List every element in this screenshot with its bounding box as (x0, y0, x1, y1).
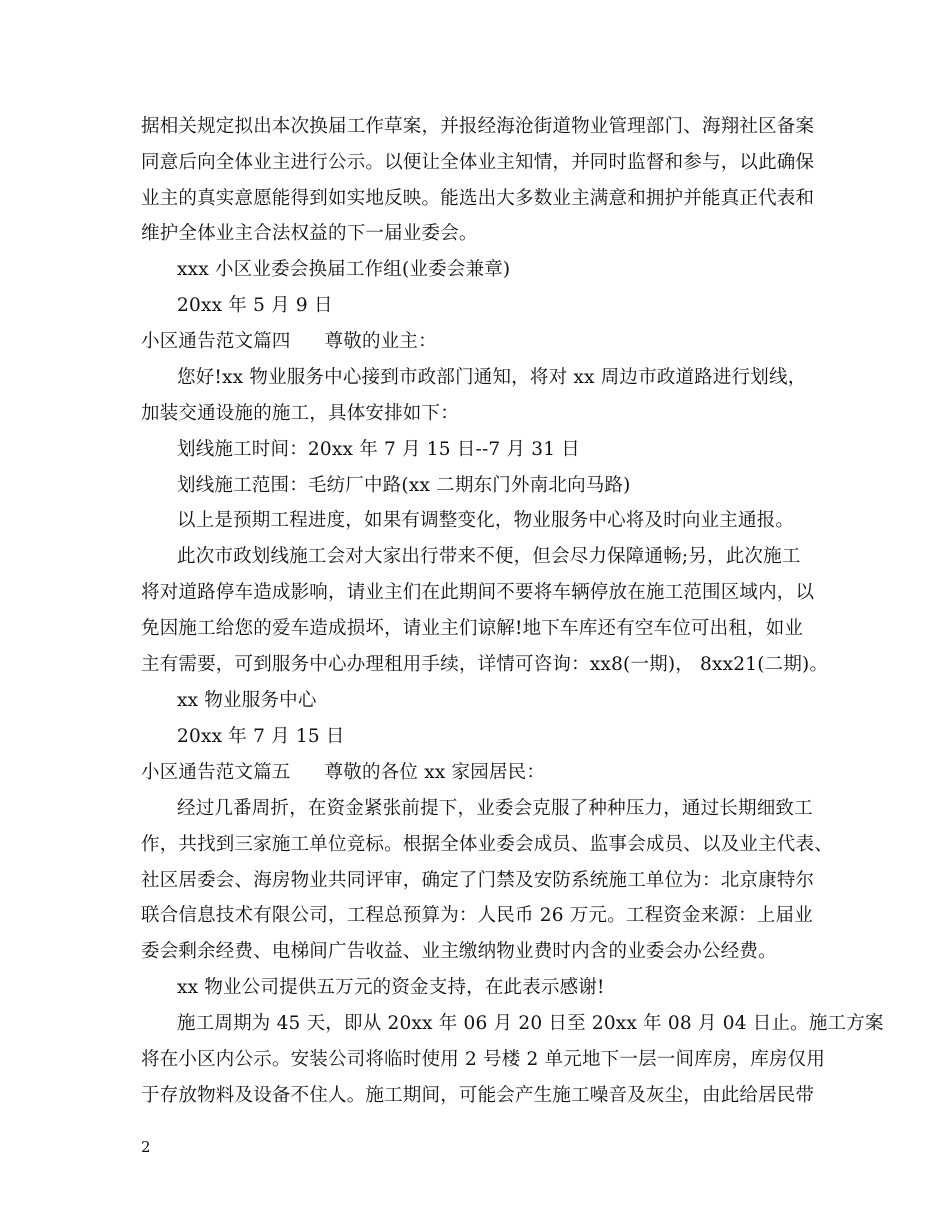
paragraph-line: 维护全体业主合法权益的下一届业委会。 (141, 223, 478, 244)
signature-date: 20xx 年 7 月 15 日 (177, 726, 345, 747)
paragraph-line: xx 物业公司提供五万元的资金支持，在此表示感谢! (177, 977, 605, 998)
paragraph-line: 同意后向全体业主进行公示。以便让全体业主知情，并同时监督和参与，以此确保 (141, 152, 815, 173)
paragraph-line: 将在小区内公示。安装公司将临时使用 2 号楼 2 单元地下一层一间库房，库房仅用 (141, 1049, 826, 1070)
paragraph-line: 业主的真实意愿能得到如实地反映。能选出大多数业主满意和拥护并能真正代表和 (141, 188, 815, 209)
section-heading-row (141, 330, 437, 354)
salutation: 尊敬的业主： (324, 331, 437, 352)
signature-organization: xx 物业服务中心 (177, 690, 317, 711)
paragraph-line: 据相关规定拟出本次换届工作草案，并报经海沧街道物业管理部门、海翔社区备案 (141, 116, 815, 137)
paragraph-line: 经过几番周折，在资金紧张前提下，业委会克服了种种压力，通过长期细致工 (177, 798, 813, 819)
section-heading-row (141, 761, 545, 785)
paragraph-line: 联合信息技术有限公司，工程总预算为：人民币 26 万元。工程资金来源：上届业 (141, 905, 813, 926)
paragraph-line: 社区居委会、海房物业共同评审，确定了门禁及安防系统施工单位为：北京康特尔 (141, 870, 815, 891)
paragraph-line: 加装交通设施的施工，具体安排如下： (141, 403, 459, 424)
paragraph-line: 您好!xx 物业服务中心接到市政部门通知，将对 xx 周边市政道路进行划线， (177, 367, 807, 388)
paragraph-line: 作，共找到三家施工单位竞标。根据全体业委会成员、监事会成员、以及业主代表、 (141, 834, 833, 855)
page-number: 2 (141, 1138, 151, 1156)
schedule-time: 划线施工时间：20xx 年 7 月 15 日--7 月 31 日 (177, 439, 580, 460)
paragraph-line: 施工周期为 45 天，即从 20xx 年 06 月 20 日至 20xx 年 08 月 04 日止。施工方案 (177, 1013, 884, 1034)
salutation: 尊敬的各位 xx 家园居民： (324, 762, 546, 783)
signature-date: 20xx 年 5 月 9 日 (177, 295, 333, 316)
section-heading: 小区通告范文篇五 (141, 762, 291, 783)
paragraph-line: 于存放物料及设备不住人。施工期间，可能会产生施工噪音及灰尘，由此给居民带 (141, 1085, 815, 1106)
paragraph-line: 将对道路停车造成影响，请业主们在此期间不要将车辆停放在施工范围区域内，以 (141, 582, 815, 603)
schedule-range: 划线施工范围：毛纺厂中路(xx 二期东门外南北向马路) (177, 475, 631, 496)
paragraph-line: 以上是预期工程进度，如果有调整变化，物业服务中心将及时向业主通报。 (177, 510, 795, 531)
paragraph-line: 主有需要，可到服务中心办理租用手续，详情可咨询：xx8(一期)， 8xx21(二期)。 (141, 654, 829, 675)
paragraph-line: 此次市政划线施工会对大家出行带来不便，但会尽力保障通畅;另，此次施工 (177, 546, 801, 567)
signature-organization: xxx 小区业委会换届工作组(业委会兼章) (177, 259, 511, 280)
section-heading: 小区通告范文篇四 (141, 331, 291, 352)
paragraph-line: 免因施工给您的爱车造成损坏，请业主们谅解!地下车库还有空车位可出租，如业 (141, 618, 804, 639)
paragraph-line: 委会剩余经费、电梯间广告收益、业主缴纳物业费时内含的业委会办公经费。 (141, 941, 777, 962)
